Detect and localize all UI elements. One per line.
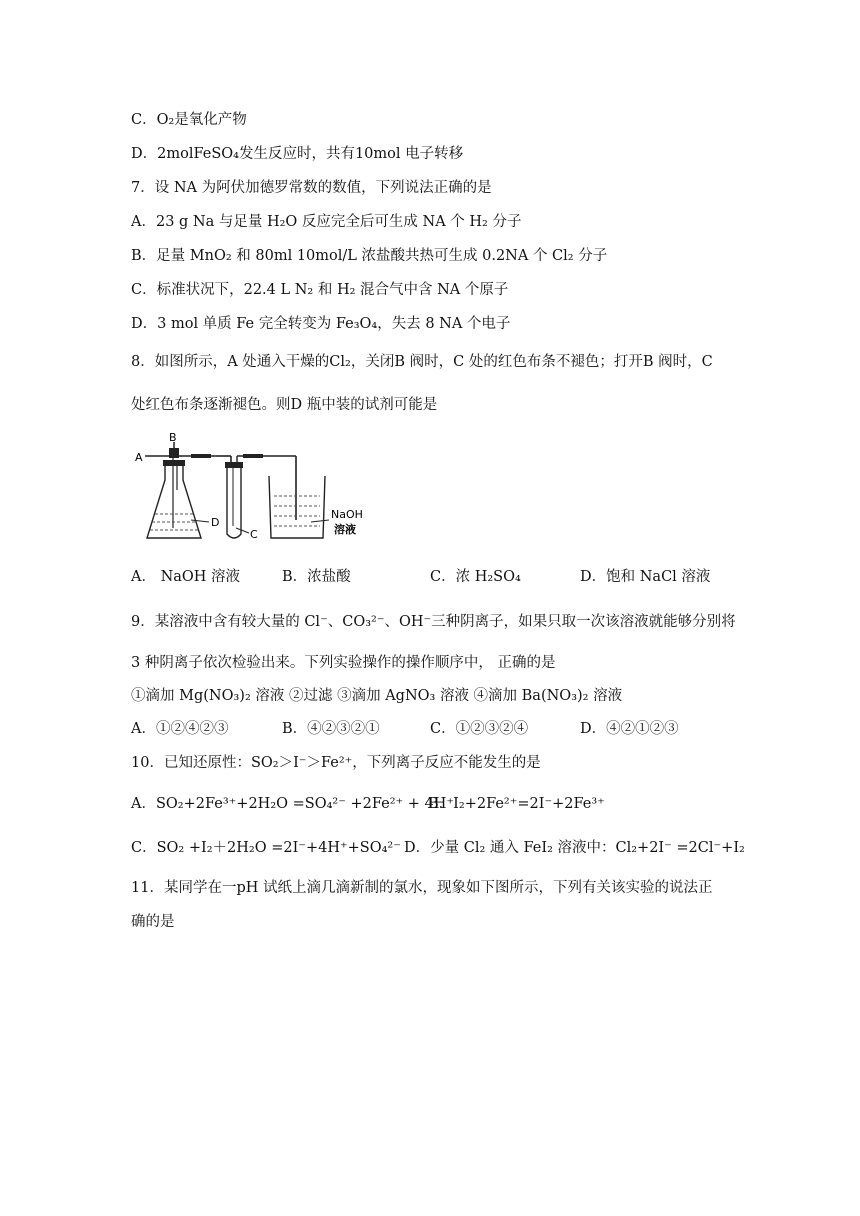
q11-stem-line1: 11．某同学在一pH 试纸上滴几滴新制的氯水，现象如下图所示，下列有关该实验的说法正 (131, 880, 713, 896)
q10-stem: 10．已知还原性：SO₂＞I⁻＞Fe²⁺，下列离子反应不能发生的是 (131, 755, 541, 771)
q8-stem-line1: 8．如图所示，A 处通入干燥的Cl₂，关闭B 阀时，C 处的红色布条不褪色；打开B 阀时，C (131, 354, 713, 370)
label-naoh: NaOH (331, 508, 363, 521)
label-solution: 溶液 (334, 523, 356, 536)
q9-stem-line1: 9．某溶液中含有较大量的 Cl⁻、CO₃²⁻、OH⁻三种阴离子，如果只取一次该溶液就能够分别将 (131, 614, 736, 630)
q8-option-a: A． NaOH 溶液 (131, 569, 241, 585)
q10-option-b: B．I₂+2Fe²⁺=2I⁻+2Fe³⁺ (428, 796, 605, 812)
q6-option-c: C．O₂是氧化产物 (131, 112, 247, 128)
q9-option-c: C．①②③②④ (430, 721, 529, 737)
label-a: A (135, 451, 143, 464)
q7-option-d: D．3 mol 单质 Fe 完全转变为 Fe₃O₄，失去 8 NA 个电子 (131, 316, 511, 332)
q10-option-d: D．少量 Cl₂ 通入 FeI₂ 溶液中：Cl₂+2I⁻ =2Cl⁻+I₂ (404, 840, 745, 856)
label-c: C (250, 528, 258, 541)
q9-option-d: D．④②①②③ (580, 721, 679, 737)
q8-option-d: D．饱和 NaCl 溶液 (580, 569, 711, 585)
q10-option-a: A．SO₂+2Fe³⁺+2H₂O =SO₄²⁻ +2Fe²⁺ + 4H⁺ (131, 796, 455, 812)
q8-stem-line2: 处红色布条逐渐褪色。则D 瓶中装的试剂可能是 (131, 397, 438, 413)
q9-option-a: A．①②④②③ (131, 721, 229, 737)
q9-stem-line2: 3 种阴离子依次检验出来。下列实验操作的操作顺序中， 正确的是 (131, 655, 556, 671)
q8-apparatus-figure (131, 430, 381, 545)
q9-option-b: B．④②③②① (282, 721, 380, 737)
q9-operations: ①滴加 Mg(NO₃)₂ 溶液 ②过滤 ③滴加 AgNO₃ 溶液 ④滴加 Ba(NO₃)₂ 溶液 (131, 688, 623, 704)
q7-option-c: C．标准状况下，22.4 L N₂ 和 H₂ 混合气中含 NA 个原子 (131, 282, 509, 298)
q6-option-d: D．2molFeSO₄发生反应时，共有10mol 电子转移 (131, 146, 464, 162)
q10-option-c: C．SO₂ +I₂＋2H₂O =2I⁻+4H⁺+SO₄²⁻ (131, 840, 401, 856)
label-b: B (169, 431, 177, 444)
q7-option-b: B．足量 MnO₂ 和 80ml 10mol/L 浓盐酸共热可生成 0.2NA 个 Cl₂ 分子 (131, 248, 608, 264)
q7-stem: 7．设 NA 为阿伏加德罗常数的数值，下列说法正确的是 (131, 180, 492, 196)
label-d: D (211, 516, 220, 529)
q7-option-a: A．23 g Na 与足量 H₂O 反应完全后可生成 NA 个 H₂ 分子 (131, 214, 522, 230)
q8-option-b: B．浓盐酸 (282, 569, 351, 585)
q8-option-c: C．浓 H₂SO₄ (430, 569, 521, 585)
q11-stem-line2: 确的是 (131, 914, 175, 930)
